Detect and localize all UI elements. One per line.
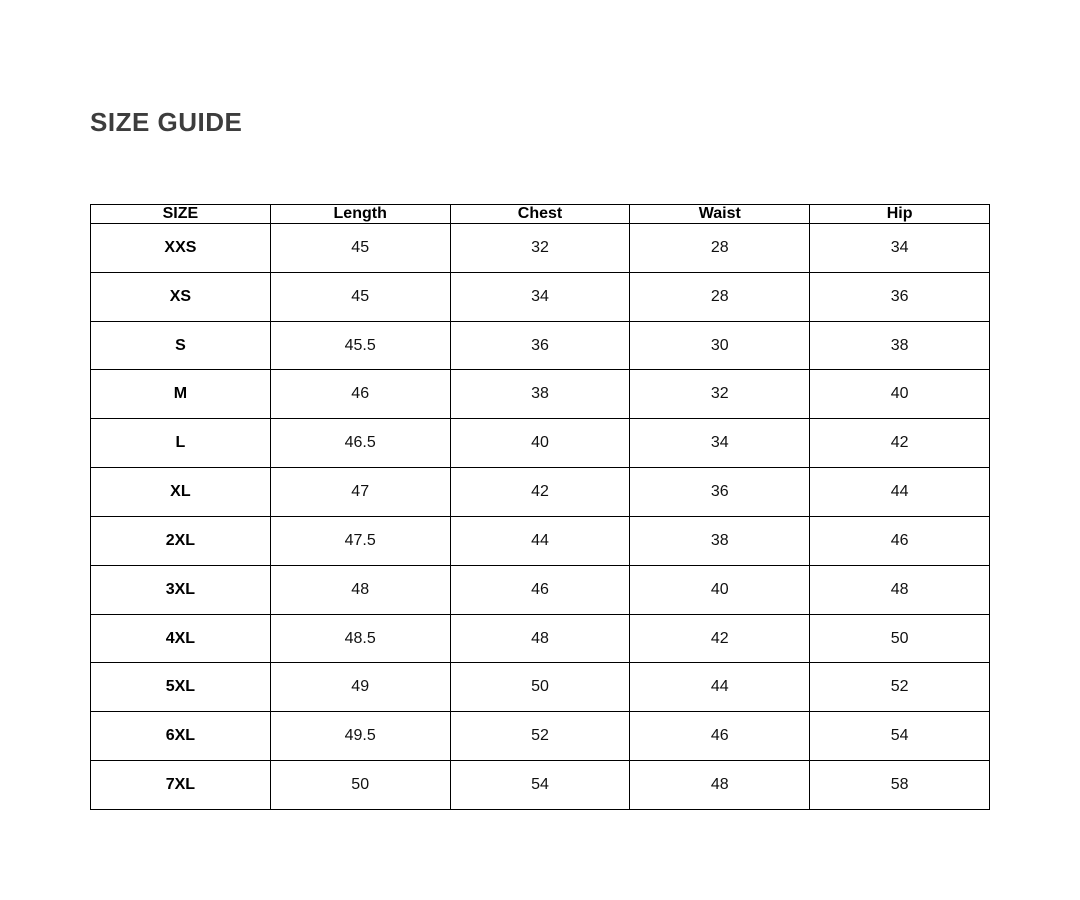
measurement-cell: 48 <box>630 761 810 810</box>
measurement-cell: 58 <box>810 761 990 810</box>
measurement-cell: 50 <box>270 761 450 810</box>
measurement-cell: 44 <box>810 468 990 517</box>
measurement-cell: 36 <box>810 272 990 321</box>
table-row <box>91 468 990 517</box>
measurement-cell: 34 <box>630 419 810 468</box>
measurement-cell: 38 <box>630 516 810 565</box>
measurement-cell: 40 <box>810 370 990 419</box>
table-row <box>91 565 990 614</box>
measurement-cell: 42 <box>630 614 810 663</box>
size-label-cell: 5XL <box>91 663 271 712</box>
measurement-cell: 34 <box>810 224 990 273</box>
table-row <box>91 321 990 370</box>
measurement-cell: 32 <box>630 370 810 419</box>
measurement-cell: 50 <box>450 663 630 712</box>
measurement-cell: 36 <box>450 321 630 370</box>
measurement-cell: 52 <box>810 663 990 712</box>
measurement-cell: 50 <box>810 614 990 663</box>
measurement-cell: 54 <box>450 761 630 810</box>
measurement-cell: 42 <box>450 468 630 517</box>
column-header-hip: Hip <box>810 205 990 224</box>
size-label-cell: 4XL <box>91 614 271 663</box>
size-label-cell: S <box>91 321 271 370</box>
size-guide-table <box>90 204 990 810</box>
size-table-body <box>91 224 990 810</box>
measurement-cell: 42 <box>810 419 990 468</box>
measurement-cell: 45 <box>270 224 450 273</box>
table-row <box>91 224 990 273</box>
measurement-cell: 44 <box>630 663 810 712</box>
table-row <box>91 516 990 565</box>
column-header-size: SIZE <box>91 205 271 224</box>
measurement-cell: 40 <box>630 565 810 614</box>
column-header-length: Length <box>270 205 450 224</box>
measurement-cell: 38 <box>450 370 630 419</box>
measurement-cell: 28 <box>630 224 810 273</box>
measurement-cell: 45 <box>270 272 450 321</box>
header-row <box>91 205 990 224</box>
measurement-cell: 36 <box>630 468 810 517</box>
measurement-cell: 48 <box>450 614 630 663</box>
size-label-cell: 2XL <box>91 516 271 565</box>
measurement-cell: 52 <box>450 712 630 761</box>
size-table-header <box>91 205 990 224</box>
measurement-cell: 48 <box>810 565 990 614</box>
table-row <box>91 614 990 663</box>
measurement-cell: 40 <box>450 419 630 468</box>
size-label-cell: XS <box>91 272 271 321</box>
measurement-cell: 30 <box>630 321 810 370</box>
measurement-cell: 47 <box>270 468 450 517</box>
page-title: SIZE GUIDE <box>90 107 243 138</box>
measurement-cell: 47.5 <box>270 516 450 565</box>
table-row <box>91 663 990 712</box>
size-label-cell: M <box>91 370 271 419</box>
size-label-cell: 6XL <box>91 712 271 761</box>
column-header-waist: Waist <box>630 205 810 224</box>
measurement-cell: 54 <box>810 712 990 761</box>
measurement-cell: 38 <box>810 321 990 370</box>
size-label-cell: L <box>91 419 271 468</box>
measurement-cell: 48 <box>270 565 450 614</box>
measurement-cell: 49.5 <box>270 712 450 761</box>
size-label-cell: XL <box>91 468 271 517</box>
measurement-cell: 45.5 <box>270 321 450 370</box>
measurement-cell: 46 <box>630 712 810 761</box>
measurement-cell: 49 <box>270 663 450 712</box>
measurement-cell: 46 <box>450 565 630 614</box>
table-row <box>91 370 990 419</box>
size-label-cell: XXS <box>91 224 271 273</box>
size-label-cell: 7XL <box>91 761 271 810</box>
measurement-cell: 28 <box>630 272 810 321</box>
column-header-chest: Chest <box>450 205 630 224</box>
measurement-cell: 46 <box>810 516 990 565</box>
measurement-cell: 46.5 <box>270 419 450 468</box>
measurement-cell: 44 <box>450 516 630 565</box>
measurement-cell: 46 <box>270 370 450 419</box>
table-row <box>91 761 990 810</box>
measurement-cell: 48.5 <box>270 614 450 663</box>
table-row <box>91 712 990 761</box>
table-row <box>91 419 990 468</box>
size-label-cell: 3XL <box>91 565 271 614</box>
table-row <box>91 272 990 321</box>
measurement-cell: 32 <box>450 224 630 273</box>
measurement-cell: 34 <box>450 272 630 321</box>
